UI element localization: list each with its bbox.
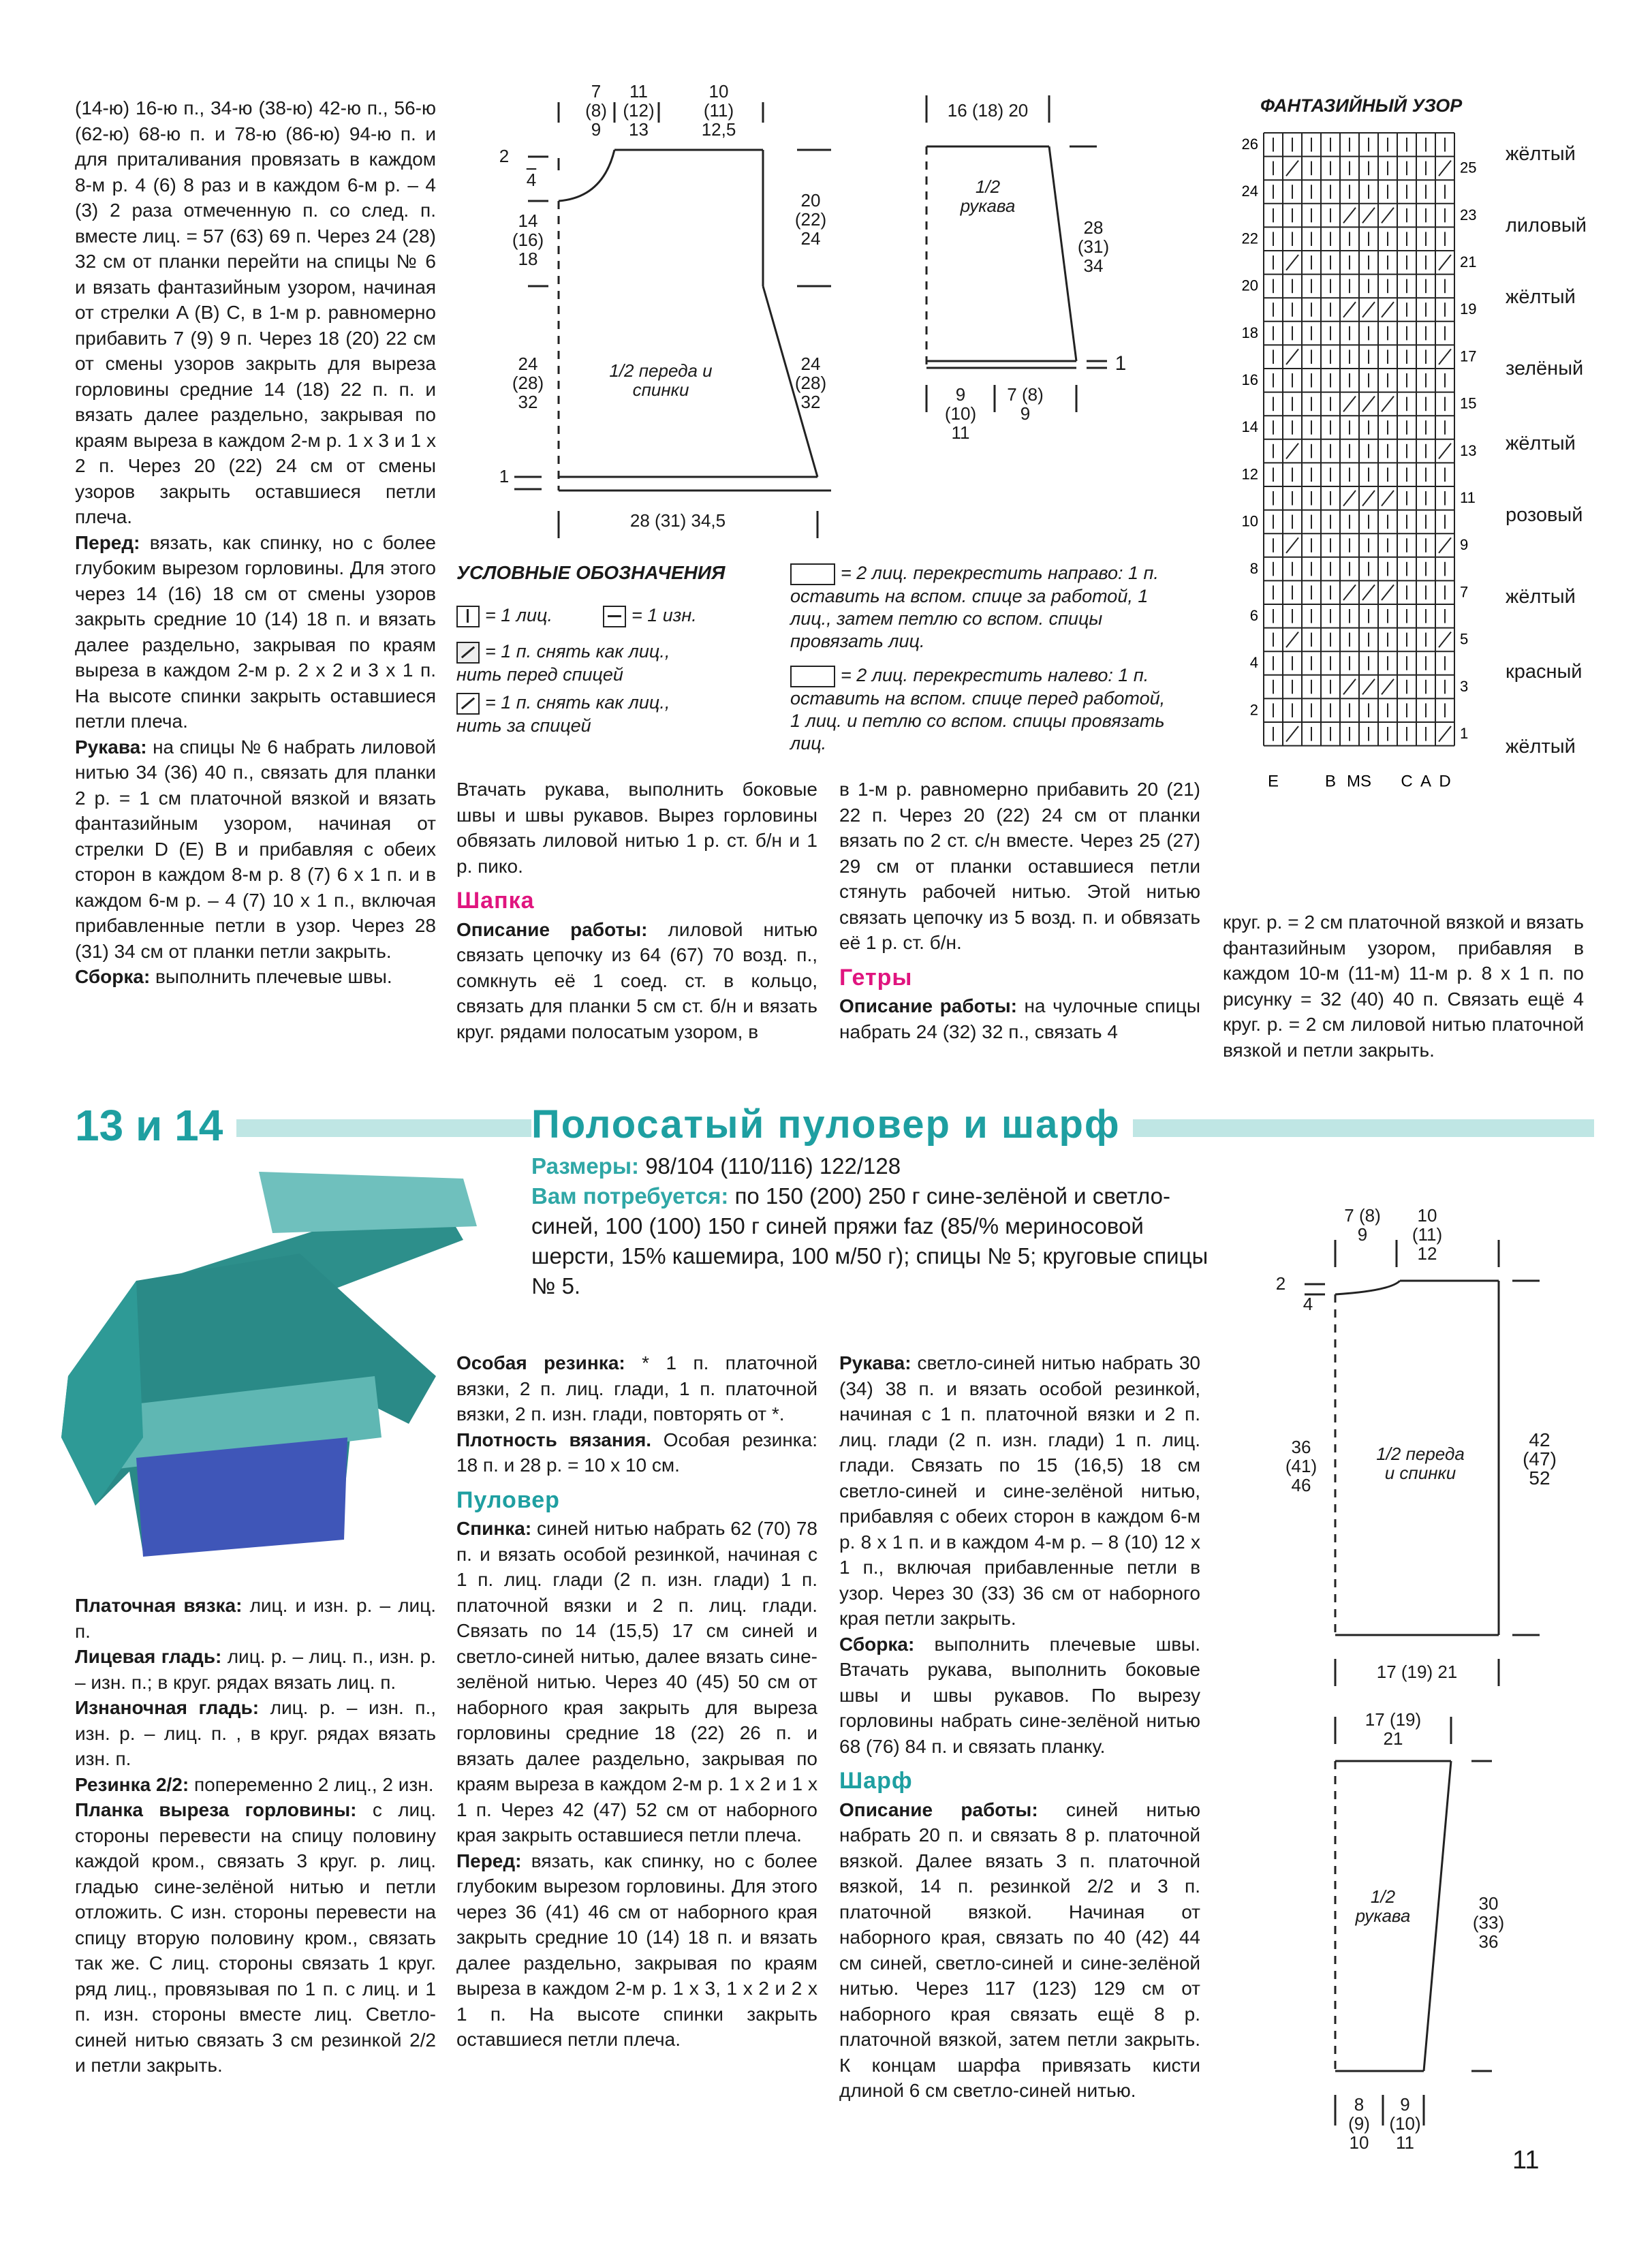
top-column-1 <box>75 95 436 990</box>
chart-color-label: жёлтый <box>1506 736 1576 758</box>
sizes-value: 98/104 (110/116) 122/128 <box>645 1153 901 1179</box>
paragraph: (14-ю) 16-ю п., 34-ю (38-ю) 42-ю п., 56-ю (62-ю) 68-ю п. и 78-ю (86-ю) 94-ю п. и для приталивания провязать в каждом 8-м р. 4 (6) 8 раз и в каждом 6-м р. – 4 (3) 2 раза отмеченную п. со след. п. вместе лиц. = 57 (63) 69 п. Через 24 (28) 32 см от планки перейти на спицы № 6 и вязать фантазийным узором, начиная от стрелки A (B) C, в 1-м р. равномерно прибавить 7 (9) 9 п. Через 18 (20) 22 см от смены узоров закрыть для выреза горловины средние 14 (18) 22 п. п. и вязать далее раздельно, закрывая по краям выреза в каждом 2-м р. 1 х 3 и 1 х 2 п. Через 20 (22) 24 см от смены узоров закрыть оставшиеся петли плеча. <box>75 97 436 527</box>
sleeve-dim-bottom-1: 9 (10) 11 <box>944 384 977 443</box>
chart-cell-symbol <box>1286 726 1298 742</box>
chart-row-number-right: 23 <box>1460 206 1477 223</box>
sleeves-paragraph: Рукава: светло-синей нитью набрать 30 (34) 38 п. и вязать особой резинкой, начиная с 1 п. платочной вязки и 2 п. лиц. глади (2 п. изн. глади) 1 п. лиц. глади. Связать по 15 (16,5) 18 см светло-синей и сине-зелёной нитью, прибавляя с обеих сторон в каждом 6-м р. 8 х 1 п. и в каждом 4-м р. – 8 (10) 12 х 1 п., включая прибавленные петли в узор. Через 30 (33) 36 см от наборного края петли закрыть. <box>839 1352 1200 1629</box>
legend-cross-left: = 2 лиц. перекрестить налево: 1 п. оставить на вспом. спице перед работой, 1 лиц. и петлю со вспом. спицы провязать лиц. <box>790 665 1166 753</box>
chart-row-number-left: 4 <box>1249 654 1258 672</box>
pullover-heading: Пуловер <box>456 1486 560 1513</box>
dim-right: 42 (47) 52 <box>1523 1429 1557 1489</box>
chart-cell-symbol <box>1362 679 1375 695</box>
chart-row-number-right: 9 <box>1460 536 1469 554</box>
dim-bottom: 28 (31) 34,5 <box>629 510 726 531</box>
sizes-label: Размеры: <box>531 1153 640 1179</box>
gaiters-text: на чулочные спицы набрать 24 (32) 32 п., связать 4 <box>839 995 1200 1042</box>
chart-row-number-left: 14 <box>1241 418 1258 436</box>
dim-top-3: 10 (11) 12,5 <box>701 81 736 140</box>
gaiters-paragraph <box>839 993 1200 1044</box>
chart-row-number-right: 3 <box>1460 677 1469 695</box>
slip-back-symbol-icon <box>456 693 480 715</box>
chart-bottom-label: E <box>1267 772 1279 791</box>
back-paragraph: Спинка: синей нитью набрать 62 (70) 78 п. и вязать особой резинкой, начиная с 1 п. лиц. глади (2 п. изн. глади) 1 п. платочной вязки и 2 п. лиц. глади. Связать по 14 (15,5) 17 см синей и светло-синей нитью, далее вязать сине-зелёной нитью. Через 40 (45) 50 см от наборного края закрыть для выреза горловины средние 18 (22) 26 п. и вязать далее раздельно, закрывая по краям выреза в каждом 2-м р. 1 х 2 и 1 х 1 п. Через 42 (47) 52 см от наборного края закрыть оставшиеся петли плеча. <box>456 1518 818 1846</box>
chart-row-number-left: 22 <box>1241 230 1258 247</box>
chart-cell-symbol <box>1382 585 1394 600</box>
chart-cell-symbol <box>1362 396 1375 412</box>
dim-left-1: 2 <box>1275 1273 1286 1294</box>
schema-sleeve <box>906 95 1131 477</box>
chart-color-label: зелёный <box>1506 358 1584 379</box>
dim-top-2: 11 (12) 13 <box>623 81 655 140</box>
top-column-3 <box>839 777 1200 1044</box>
legend-title: УСЛОВНЫЕ ОБОЗНАЧЕНИЯ <box>456 562 726 583</box>
assembly-paragraph <box>75 964 436 990</box>
dim-top-2: 10 (11) 12 <box>1412 1205 1443 1264</box>
chart-bottom-label: MS <box>1347 772 1371 791</box>
hat-label: Описание работы: <box>456 918 648 940</box>
chart-cell-symbol <box>1343 396 1356 412</box>
chart-row-number-right: 17 <box>1460 347 1477 365</box>
chart-color-label: лиловый <box>1506 215 1587 236</box>
stitch-def: Платочная вязка: лиц. и изн. р. – лиц. п. <box>75 1595 436 1642</box>
chart-title: ФАНТАЗИЙНЫЙ УЗОР <box>1260 95 1463 116</box>
chart-row-number-left: 16 <box>1241 371 1258 388</box>
chart-cell-symbol <box>1343 679 1356 695</box>
chart-row-number-left: 8 <box>1249 559 1258 577</box>
front-text: вязать, как спинку, но с более глубоким вырезом горловины. Для этого через 14 (16) 18 см от смены узоров закрыть средние 10 (14) 18 п. и вязать далее раздельно, закрывая по краям выреза в каждом 2-м р. 2 х 2 и 3 х 1 п. На высоте спинки закрыть оставшиеся петли плеча. <box>75 531 436 732</box>
need-label: Вам потребуется: <box>531 1183 729 1209</box>
legend-slip-back: = 1 п. снять как лиц., нить за спицей <box>456 692 670 736</box>
chart-cell-symbol <box>1382 208 1394 223</box>
paragraph: в 1-м р. равномерно прибавить 20 (21) 22 п. Через 20 (22) 24 см от планки вязать по 2 ст. с/н вместе. Через 25 (27) 29 см от планки оставшиеся петли стянуть рабочей нитью. Этой нитью связать цепочку из 5 возд. п. и обвязать её 1 р. ст. б/н. <box>839 779 1200 953</box>
sleeve-dim-right: 30 (33) 36 <box>1472 1893 1505 1952</box>
paragraph: Втачать рукава, выполнить боковые швы и швы рукавов. Вырез горловины обвязать лиловой нитью 1 р. ст. б/н и 1 р. пико. <box>456 779 817 877</box>
dim-left-4: 24 (28) 32 <box>512 354 544 412</box>
chart-grid <box>1219 95 1601 838</box>
chart-cell-symbol <box>1382 679 1394 695</box>
schema-body-drawing <box>490 82 845 545</box>
sweater-photo <box>54 1151 490 1587</box>
chart-row-number-left: 24 <box>1241 183 1258 200</box>
sleeve-label: 1/2 рукава <box>960 176 1016 216</box>
density-paragraph: Плотность вязания. Особая резинка: 18 п. и 28 р. = 10 х 10 см. <box>456 1429 817 1476</box>
dim-left-2: 4 <box>1303 1294 1313 1314</box>
chart-bottom-label: B <box>1324 772 1337 791</box>
chart-cell-symbol <box>1382 491 1394 506</box>
chart-row-number-left: 12 <box>1241 465 1258 483</box>
chart-row-number-left: 6 <box>1249 607 1258 624</box>
legend-purl: = 1 изн. <box>603 604 697 627</box>
sleeve-dim-bottom-2: 7 (8) 9 <box>1007 384 1044 424</box>
chart-cell-symbol <box>1362 491 1375 506</box>
chart-row-number-right: 25 <box>1460 159 1477 176</box>
schema-pullover-label: 1/2 переда и спинки <box>1376 1444 1465 1483</box>
dim-right-2: 24 (28) 32 <box>794 354 827 412</box>
gaiters-heading: Гетры <box>839 964 913 991</box>
chart-row-number-right: 11 <box>1460 489 1476 506</box>
bottom-column-2 <box>456 1350 817 2053</box>
chart-color-label: розовый <box>1506 504 1583 526</box>
chart-cell-symbol <box>1286 538 1298 553</box>
chart-row-number-left: 26 <box>1241 136 1258 153</box>
front-paragraph <box>75 530 436 734</box>
paragraph: круг. р. = 2 см платочной вязкой и вязать фантазийным узором, прибавляя в каждом 10-м (11-м) 11-м р. 8 х 1 п. по рисунку = 32 (40) 40 п. Связать ещё 4 круг. р. = 2 см лиловой нитью платочной вязкой и петли закрыть. <box>1223 912 1584 1061</box>
chart-color-label: жёлтый <box>1506 143 1576 165</box>
sweater-illustration <box>54 1151 490 1587</box>
hat-paragraph <box>456 917 817 1045</box>
chart-row-number-left: 20 <box>1241 277 1258 294</box>
rib-paragraph: Особая резинка: * 1 п. платочной вязки, 2 п. лиц. глади, 1 п. платочной вязки, 2 п. изн. глади, повторять от *. <box>456 1352 817 1425</box>
chart-cell-symbol <box>1362 585 1375 600</box>
dim-bottom: 17 (19) 21 <box>1376 1662 1458 1682</box>
chart-cell-symbol <box>1439 161 1451 176</box>
chart-cell-symbol <box>1382 302 1394 317</box>
sleeve-dim-top: 17 (19) 21 <box>1365 1709 1422 1749</box>
need-line <box>531 1181 1226 1301</box>
bottom-column-3 <box>839 1350 1200 2104</box>
front-label: Перед: <box>75 531 140 553</box>
chart-cell-symbol <box>1343 302 1356 317</box>
page-number: 11 <box>1512 2146 1540 2175</box>
schema-body <box>490 82 845 545</box>
chart-row-number-left: 2 <box>1249 701 1258 719</box>
legend <box>456 562 1206 766</box>
top-column-2 <box>456 777 817 1044</box>
stitch-def: Изнаночная гладь: лиц. р. – изн. п., изн. р. – лиц. п. , в круг. рядах вязать изн. п. <box>75 1697 436 1769</box>
sleeve-dim-bottom-1: 8 (9) 10 <box>1348 2094 1370 2153</box>
chart-cell-symbol <box>1343 585 1356 600</box>
dim-top-1: 7 (8) 9 <box>585 81 607 140</box>
chart-cell-symbol <box>1343 208 1356 223</box>
dim-left-3: 14 (16) 18 <box>512 211 544 269</box>
chart-cell-symbol <box>1286 255 1298 270</box>
pattern-chart <box>1219 95 1601 838</box>
sleeve-dim-top: 16 (18) 20 <box>947 100 1029 121</box>
sleeves-label: Рукава: <box>75 736 147 758</box>
cross-left-symbol-icon <box>790 666 835 687</box>
project-title: Полосатый пуловер и шарф <box>531 1102 1133 1147</box>
dim-left-3: 36 (41) 46 <box>1285 1437 1318 1495</box>
sleeve-dim-right: 28 (31) 34 <box>1077 217 1110 276</box>
chart-row-number-right: 5 <box>1460 630 1469 648</box>
scarf-paragraph: Описание работы: синей нитью набрать 20 п. и связать 8 р. платочной вязкой. Далее вязать 3 п. платочной вязкой, 14 п. резинкой 2/2 и 3 п. платочной вязкой. Начиная от наборного края, связать по 40 (42) 44 см синей, светло-синей и сине-зелёной нитью. Через 117 (123) 129 см от наборного края связать ещё 8 р. платочной вязкой, затем петли закрыть. К концам шарфа привязать кисти длиной 6 см светло-синей нитью. <box>839 1799 1200 2101</box>
assembly-paragraph: Сборка: выполнить плечевые швы. Втачать рукава, выполнить боковые швы и швы рукавов. По вырезу горловины набрать сине-зелёной нитью 68 (76) 84 п. и связать планку. <box>839 1633 1200 1757</box>
chart-cell-symbol <box>1362 208 1375 223</box>
sleeves-paragraph <box>75 734 436 965</box>
sleeve-dim-bottom-2: 9 (10) 11 <box>1389 2094 1421 2153</box>
top-column-4 <box>1223 909 1584 1063</box>
front-paragraph: Перед: вязать, как спинку, но с более глубоким вырезом горловины. Для этого через 36 (41) 46 см от наборного края закрыть средние 10 (14) 18 п. и вязать далее раздельно, закрывая по краям выреза в каждом 2-м р. 1 х 3, 1 х 2 и 2 х 1 п. На высоте спинки закрыть оставшиеся петли плеча. <box>456 1850 817 2050</box>
chart-color-label: жёлтый <box>1506 586 1576 608</box>
chart-row-number-right: 15 <box>1460 394 1477 412</box>
chart-color-label: жёлтый <box>1506 286 1576 308</box>
chart-row-number-right: 13 <box>1460 441 1477 459</box>
chart-row-number-right: 1 <box>1460 725 1469 742</box>
chart-cell-symbol <box>1343 491 1356 506</box>
schema-pullover-sleeve <box>1308 1709 1533 2153</box>
need-value: по 150 (200) 250 г сине-зелёной и светло-синей, 100 (100) 150 г синей пряжи faz (85/% мериносовой шерсти, 15% кашемира, 100 м/50 г); спицы № 5; круговые спицы № 5. <box>531 1183 1209 1298</box>
sleeve-dim-right-end: 1 <box>1115 352 1127 375</box>
dim-right-1: 20 (22) 24 <box>794 190 827 249</box>
stitch-def: Лицевая гладь: лиц. р. – лиц. п., изн. р. – изн. п.; в круг. рядах вязать лиц. п. <box>75 1646 437 1693</box>
chart-cell-symbol <box>1286 443 1298 459</box>
chart-cell-symbol <box>1362 302 1375 317</box>
chart-cell-symbol <box>1439 443 1451 459</box>
purl-symbol-icon <box>603 606 626 627</box>
scarf-heading: Шарф <box>839 1768 913 1794</box>
chart-color-label: жёлтый <box>1506 433 1576 454</box>
gaiters-label: Описание работы: <box>839 995 1017 1016</box>
cross-right-symbol-icon <box>790 563 835 585</box>
hat-heading: Шапка <box>456 888 535 914</box>
chart-bottom-label: D <box>1439 772 1451 791</box>
dim-left-2: 4 <box>526 170 537 190</box>
legend-knit: = 1 лиц. <box>456 604 552 627</box>
sizes-line <box>531 1151 1226 1181</box>
slip-front-symbol-icon <box>456 642 480 664</box>
chart-bottom-label: A <box>1420 772 1432 791</box>
chart-row-number-left: 18 <box>1241 324 1258 341</box>
chart-row-number-right: 21 <box>1460 253 1477 270</box>
stitch-def: Резинка 2/2: попеременно 2 лиц., 2 изн. <box>75 1773 434 1795</box>
knit-symbol-icon <box>456 606 480 627</box>
chart-cell-symbol <box>1439 349 1451 364</box>
chart-cell-symbol <box>1439 632 1451 648</box>
chart-cell-symbol <box>1286 161 1298 176</box>
schema-pullover-body <box>1253 1206 1580 1696</box>
sleeve-label: 1/2 рукава <box>1355 1886 1411 1926</box>
dim-left-1: 2 <box>499 146 510 166</box>
chart-cell-symbol <box>1286 349 1298 364</box>
chart-color-label: красный <box>1506 661 1583 683</box>
sleeves-text: на спицы № 6 набрать лиловой нитью 34 (36) 40 п., связать для планки 2 р. = 1 см платочной вязкой и вязать фантазийным узором, начиная от стрелки D (E) B и прибавляя с обеих сторон в каждом 8-м р. 8 (7) 6 х 1 п. и в каждом 6-м р. – 4 (7) 10 х 1 п., включая прибавленные петли в узор. Через 28 (31) 34 см от планки петли закрыть. <box>75 736 436 962</box>
dim-top-1: 7 (8) 9 <box>1344 1205 1381 1245</box>
bottom-column-1 <box>75 1593 436 2079</box>
legend-cross-right: = 2 лиц. перекрестить направо: 1 п. оставить на вспом. спице за работой, 1 лиц., затем петлю со вспом. спицы провязать лиц. <box>790 563 1159 651</box>
chart-cell-symbol <box>1286 632 1298 648</box>
assembly-label: Сборка: <box>75 966 151 987</box>
dim-left-5: 1 <box>499 466 510 486</box>
chart-row-number-right: 7 <box>1460 583 1469 601</box>
assembly-text: выполнить плечевые швы. <box>155 966 392 987</box>
project-banner <box>75 1100 1594 1148</box>
chart-cell-symbol <box>1382 396 1394 412</box>
chart-row-number-left: 10 <box>1241 512 1258 530</box>
project-number: 13 и 14 <box>75 1100 236 1151</box>
chart-bottom-label: C <box>1401 772 1413 791</box>
chart-cell-symbol <box>1439 538 1451 553</box>
stitch-def: Планка выреза горловины: с лиц. стороны перевести на спицу половину каждой кром., связать 3 круг. р. лиц. гладью сине-зелёной нитью и петли отложить. С изн. стороны перевести на спицу вторую половину кром., связать так же. С лиц. стороны связать 1 круг. ряд лиц., провязывая по 1 п. с лиц. и 1 п. изн. стороны вместе лиц. Светло-синей нитью связать 3 см резинкой 2/2 и петли закрыть. <box>75 1799 436 2076</box>
chart-cell-symbol <box>1439 255 1451 270</box>
legend-slip-front: = 1 п. снять как лиц., нить перед спицей <box>456 641 670 685</box>
schema-body-label: 1/2 переда и спинки <box>609 360 713 400</box>
chart-row-number-right: 19 <box>1460 300 1477 318</box>
hat-text: лиловой нитью связать цепочку из 64 (67) 70 возд. п., сомкнуть её 1 соед. ст. в кольцо, связать для планки 5 см ст. б/н и вязать круг. рядами полосатым узором, в <box>456 918 818 1042</box>
project-intro <box>531 1151 1226 1301</box>
chart-cell-symbol <box>1439 726 1451 742</box>
